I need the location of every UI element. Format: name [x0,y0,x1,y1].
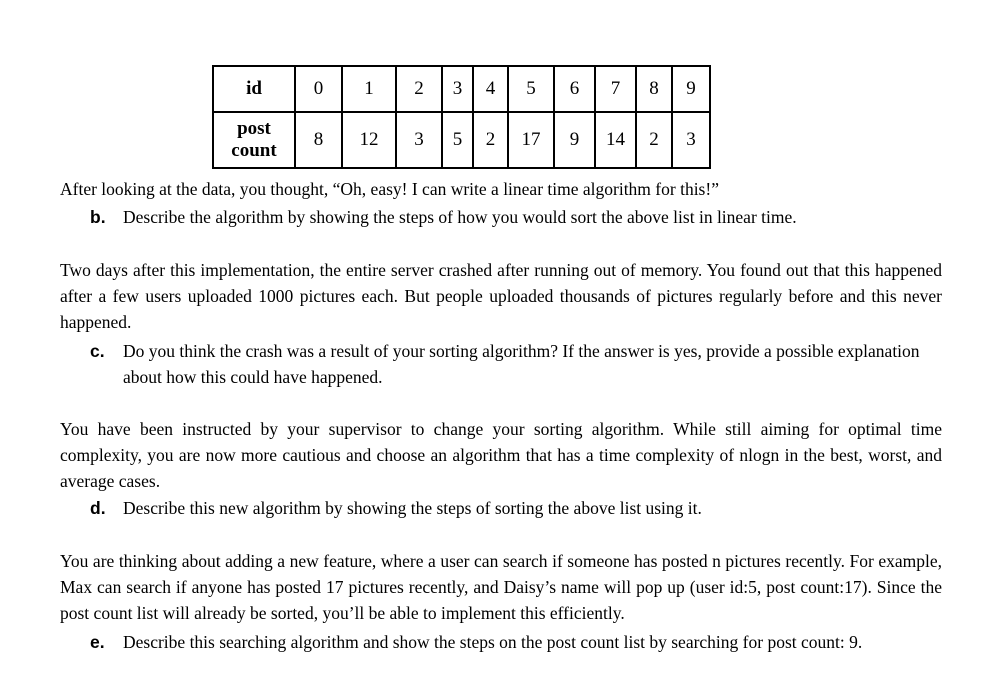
table-cell: 3 [396,112,442,168]
question-letter: e. [90,632,105,652]
table-cell: 3 [672,112,710,168]
table-cell: 6 [554,66,595,112]
id-post-count-table [212,65,711,169]
table-cell: 3 [442,66,473,112]
table-cell: 4 [473,66,508,112]
table-cell: 2 [396,66,442,112]
table-cell: 12 [342,112,396,168]
question-d [90,495,942,521]
table-cell: 0 [295,66,342,112]
question-text: Describe this new algorithm by showing the steps of sorting the above list using it. [123,498,702,518]
supervisor-paragraph: You have been instructed by your supervisor to change your sorting algorithm. While still aiming for optimal time complexity, you are now more cautious and choose an algorithm that has a time complexity of nlogn in the best, worst, and average cases. [60,419,942,491]
question-letter: d. [90,498,106,518]
table-cell: 5 [508,66,554,112]
table-cell: 7 [595,66,636,112]
feature-paragraph: You are thinking about adding a new feature, where a user can search if someone has posted n pictures recently. For example, Max can search if anyone has posted 17 pictures recently, and Daisy’s name will pop up (user id:5, post count:17). Since the post count list will already be sorted, you’ll be able to implement this efficiently. [60,551,942,623]
crash-paragraph: Two days after this implementation, the entire server crashed after running out of memory. You found out that this happened after a few users uploaded 1000 pictures each. But people uploaded thousands of pictures regularly before and this never happened. [60,260,942,332]
question-text: Describe this searching algorithm and show the steps on the post count list by searching for post count: 9. [123,632,863,652]
intro-paragraph: After looking at the data, you thought, “Oh, easy! I can write a linear time algorithm for this!” [60,179,719,199]
table-row-post-count [213,112,710,168]
table-cell: 1 [342,66,396,112]
table-row-id [213,66,710,112]
table-cell: 9 [554,112,595,168]
table-cell: 17 [508,112,554,168]
row-header-line: post [237,118,271,139]
question-e [90,629,942,655]
row-header-line: count [231,140,277,161]
question-text: Do you think the crash was a result of your sorting algorithm? If the answer is yes, provide a possible explanation about how this could have happened. [123,341,920,387]
question-b [90,204,942,230]
table-cell: 9 [672,66,710,112]
table-cell: 8 [295,112,342,168]
question-letter: c. [90,341,105,361]
table-cell: 2 [636,112,672,168]
question-c [90,338,942,390]
question-letter: b. [90,207,106,227]
question-text: Describe the algorithm by showing the steps of how you would sort the above list in linear time. [123,207,797,227]
table-cell: 5 [442,112,473,168]
table-cell: 8 [636,66,672,112]
row-header-post-count [213,112,295,168]
table-cell: 14 [595,112,636,168]
table-cell: 2 [473,112,508,168]
row-header-id: id [213,66,295,112]
